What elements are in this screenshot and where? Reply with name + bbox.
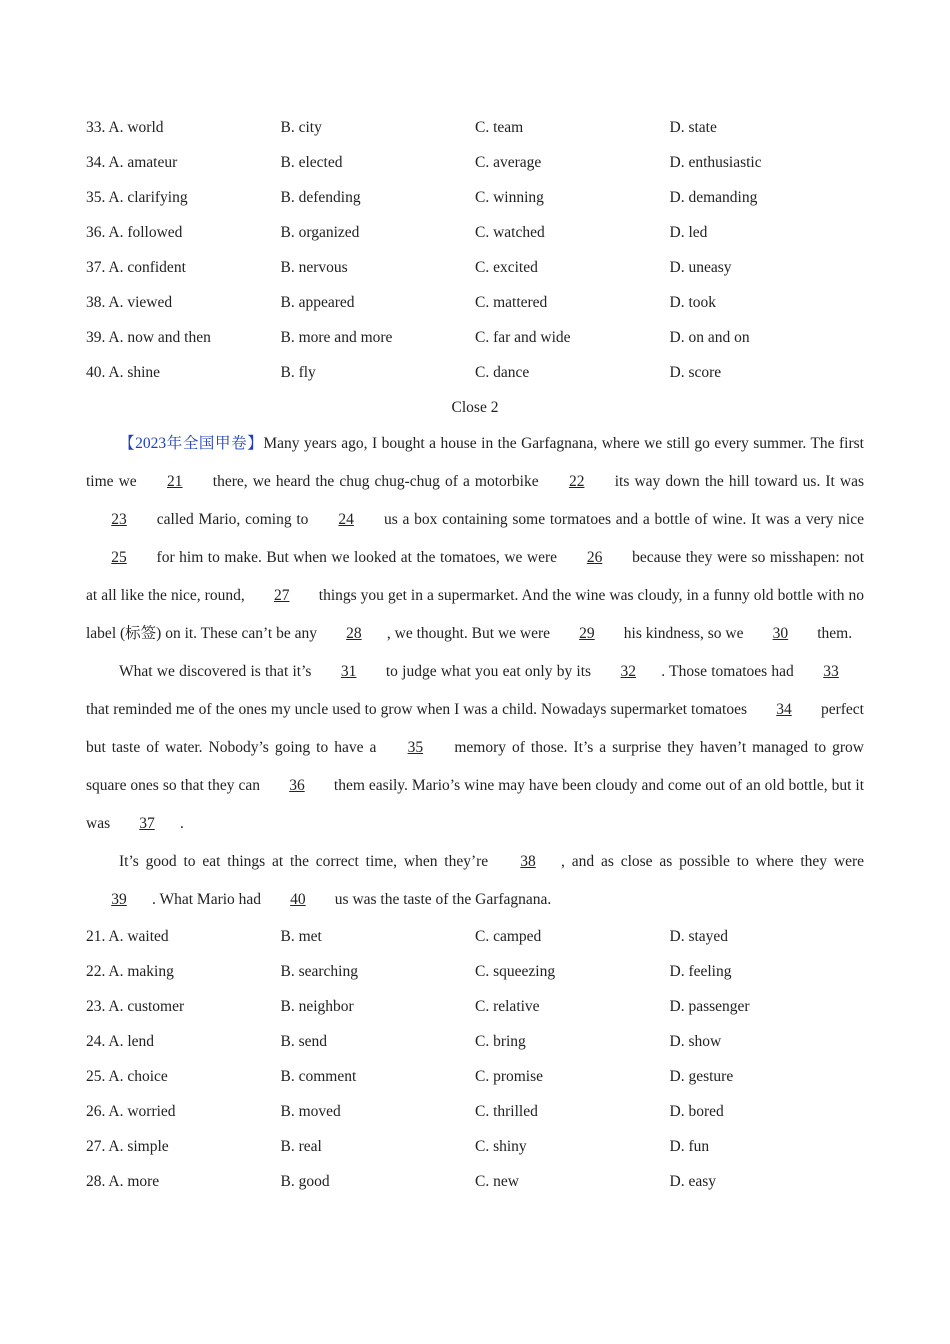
option-a: 33. A. world bbox=[86, 118, 164, 136]
option-b: B. more and more bbox=[280, 328, 393, 346]
blank-40: 40 bbox=[290, 891, 306, 908]
option-b: B. send bbox=[280, 1032, 327, 1050]
option-d: D. bored bbox=[669, 1102, 724, 1120]
passage-text: What we discovered is that it’s bbox=[119, 663, 316, 680]
option-c: C. excited bbox=[475, 258, 538, 276]
passage-text: , and as close as possible to where they were bbox=[561, 853, 864, 870]
option-c: C. camped bbox=[475, 927, 542, 945]
option-a: 36. A. followed bbox=[86, 223, 183, 241]
option-row bbox=[86, 954, 864, 989]
blank-39: 39 bbox=[111, 891, 127, 908]
passage-paragraph-3 bbox=[86, 843, 864, 919]
option-b: B. nervous bbox=[280, 258, 348, 276]
passage-text: called Mario, coming to bbox=[152, 511, 314, 528]
option-d: D. uneasy bbox=[669, 258, 732, 276]
option-row bbox=[86, 250, 864, 285]
option-d: D. on and on bbox=[669, 328, 750, 346]
option-a: 40. A. shine bbox=[86, 363, 161, 381]
option-c: C. mattered bbox=[475, 293, 548, 311]
option-d: D. gesture bbox=[669, 1067, 734, 1085]
blank-31: 31 bbox=[340, 663, 357, 680]
option-row bbox=[86, 355, 864, 390]
blank-28: 28 bbox=[346, 625, 362, 642]
passage-text: perfect but taste of water. Nobody’s going to have a bbox=[86, 701, 864, 756]
option-a: 34. A. amateur bbox=[86, 153, 178, 171]
option-a: 28. A. more bbox=[86, 1172, 160, 1190]
passage-text: its way down the hill toward us. It was bbox=[609, 473, 865, 490]
option-b: B. comment bbox=[280, 1067, 357, 1085]
blank-21: 21 bbox=[167, 473, 183, 490]
option-b: B. neighbor bbox=[280, 997, 354, 1015]
option-b: B. real bbox=[280, 1137, 322, 1155]
option-b: B. searching bbox=[280, 962, 358, 980]
option-d: D. feeling bbox=[669, 962, 732, 980]
option-c: C. dance bbox=[475, 363, 530, 381]
option-c: C. winning bbox=[475, 188, 544, 206]
blank-26: 26 bbox=[586, 549, 603, 566]
option-b: B. elected bbox=[280, 153, 343, 171]
option-a: 27. A. simple bbox=[86, 1137, 169, 1155]
option-a: 35. A. clarifying bbox=[86, 188, 188, 206]
passage-text: things you get in a supermarket. And the wine was cloudy, in a funny old bottle with no label (标签) on it. These can’t be any bbox=[86, 587, 864, 642]
passage-text: It’s good to eat things at the correct time, when they’re bbox=[119, 853, 496, 870]
option-c: C. shiny bbox=[475, 1137, 527, 1155]
option-c: C. far and wide bbox=[475, 328, 571, 346]
blank-32: 32 bbox=[620, 663, 637, 680]
option-row bbox=[86, 1094, 864, 1129]
option-c: C. promise bbox=[475, 1067, 544, 1085]
option-d: D. score bbox=[669, 363, 722, 381]
blank-37: 37 bbox=[139, 815, 155, 832]
option-row bbox=[86, 215, 864, 250]
option-row bbox=[86, 1164, 864, 1199]
blank-33: 33 bbox=[823, 663, 839, 680]
blank-27: 27 bbox=[273, 587, 290, 604]
document-content bbox=[86, 110, 864, 1199]
option-c: C. relative bbox=[475, 997, 540, 1015]
option-b: B. city bbox=[280, 118, 322, 136]
option-row bbox=[86, 919, 864, 954]
passage-paragraph-1 bbox=[86, 425, 864, 653]
section-title: Close 2 bbox=[451, 399, 499, 416]
blank-34: 34 bbox=[776, 701, 792, 718]
blank-22: 22 bbox=[568, 473, 585, 490]
option-a: 23. A. customer bbox=[86, 997, 185, 1015]
passage-paragraph-2 bbox=[86, 653, 864, 843]
options-list-top bbox=[86, 110, 864, 390]
option-row bbox=[86, 1129, 864, 1164]
option-c: C. bring bbox=[475, 1032, 526, 1050]
option-d: D. easy bbox=[669, 1172, 716, 1190]
option-d: D. fun bbox=[669, 1137, 710, 1155]
option-b: B. appeared bbox=[280, 293, 355, 311]
option-row bbox=[86, 110, 864, 145]
passage-text: memory of those. It’s a surprise they haven’t managed to grow square ones so that they can bbox=[86, 739, 864, 794]
passage-text: that reminded me of the ones my uncle used to grow when I was a child. Nowadays supermarket tomatoes bbox=[86, 701, 751, 718]
passage-text: there, we heard the chug chug-chug of a motorbike bbox=[207, 473, 544, 490]
passage-text: . bbox=[179, 815, 184, 832]
option-row bbox=[86, 285, 864, 320]
blank-30: 30 bbox=[772, 625, 789, 642]
option-c: C. average bbox=[475, 153, 542, 171]
options-list-bottom bbox=[86, 919, 864, 1199]
option-b: B. fly bbox=[280, 363, 316, 381]
option-a: 26. A. worried bbox=[86, 1102, 176, 1120]
blank-38: 38 bbox=[520, 853, 536, 870]
option-row bbox=[86, 1059, 864, 1094]
blank-23: 23 bbox=[111, 511, 127, 528]
passage-text: for him to make. But when we looked at the tomatoes, we were bbox=[152, 549, 562, 566]
option-d: D. passenger bbox=[669, 997, 750, 1015]
passage-text: them. bbox=[813, 625, 853, 642]
option-c: C. team bbox=[475, 118, 524, 136]
option-b: B. organized bbox=[280, 223, 360, 241]
option-d: D. state bbox=[669, 118, 717, 136]
option-row bbox=[86, 180, 864, 215]
blank-25: 25 bbox=[111, 549, 127, 566]
option-b: B. met bbox=[280, 927, 322, 945]
option-b: B. defending bbox=[280, 188, 361, 206]
passage-text: us was the taste of the Garfagnana. bbox=[330, 891, 552, 908]
option-c: C. new bbox=[475, 1172, 519, 1190]
option-d: D. enthusiastic bbox=[669, 153, 762, 171]
option-c: C. watched bbox=[475, 223, 545, 241]
option-row bbox=[86, 1024, 864, 1059]
option-d: D. led bbox=[669, 223, 708, 241]
option-b: B. good bbox=[280, 1172, 330, 1190]
option-a: 22. A. making bbox=[86, 962, 174, 980]
option-row bbox=[86, 145, 864, 180]
option-c: C. squeezing bbox=[475, 962, 556, 980]
passage-text: Many years ago, I bought a house in the Garfagnana, where we still go every summer. The first time we bbox=[86, 435, 864, 490]
option-row bbox=[86, 320, 864, 355]
passage-text: them easily. Mario’s wine may have been cloudy and come out of an old bottle, but it was bbox=[86, 777, 864, 832]
passage-text: us a box containing some tormatoes and a bottle of wine. It was a very nice bbox=[379, 511, 864, 528]
passage-text: because they were so misshapen: not at all like the nice, round, bbox=[86, 549, 865, 604]
option-d: D. stayed bbox=[669, 927, 729, 945]
option-d: D. show bbox=[669, 1032, 722, 1050]
source-tag: 【2023年全国甲卷】 bbox=[119, 435, 264, 452]
option-row bbox=[86, 989, 864, 1024]
passage-text: his kindness, so we bbox=[619, 625, 748, 642]
blank-29: 29 bbox=[579, 625, 595, 642]
option-a: 37. A. confident bbox=[86, 258, 186, 276]
blank-36: 36 bbox=[289, 777, 305, 794]
option-a: 39. A. now and then bbox=[86, 328, 211, 346]
option-c: C. thrilled bbox=[475, 1102, 538, 1120]
passage-text: . Those tomatoes had bbox=[661, 663, 798, 680]
option-d: D. demanding bbox=[669, 188, 758, 206]
passage-text: . What Mario had bbox=[152, 891, 265, 908]
blank-35: 35 bbox=[407, 739, 424, 756]
option-b: B. moved bbox=[280, 1102, 341, 1120]
blank-24: 24 bbox=[338, 511, 354, 528]
passage-text: , we thought. But we were bbox=[386, 625, 554, 642]
option-a: 38. A. viewed bbox=[86, 293, 173, 311]
option-a: 24. A. lend bbox=[86, 1032, 155, 1050]
option-d: D. took bbox=[669, 293, 716, 311]
passage-text: to judge what you eat only by its bbox=[381, 663, 596, 680]
option-a: 21. A. waited bbox=[86, 927, 169, 945]
option-a: 25. A. choice bbox=[86, 1067, 168, 1085]
